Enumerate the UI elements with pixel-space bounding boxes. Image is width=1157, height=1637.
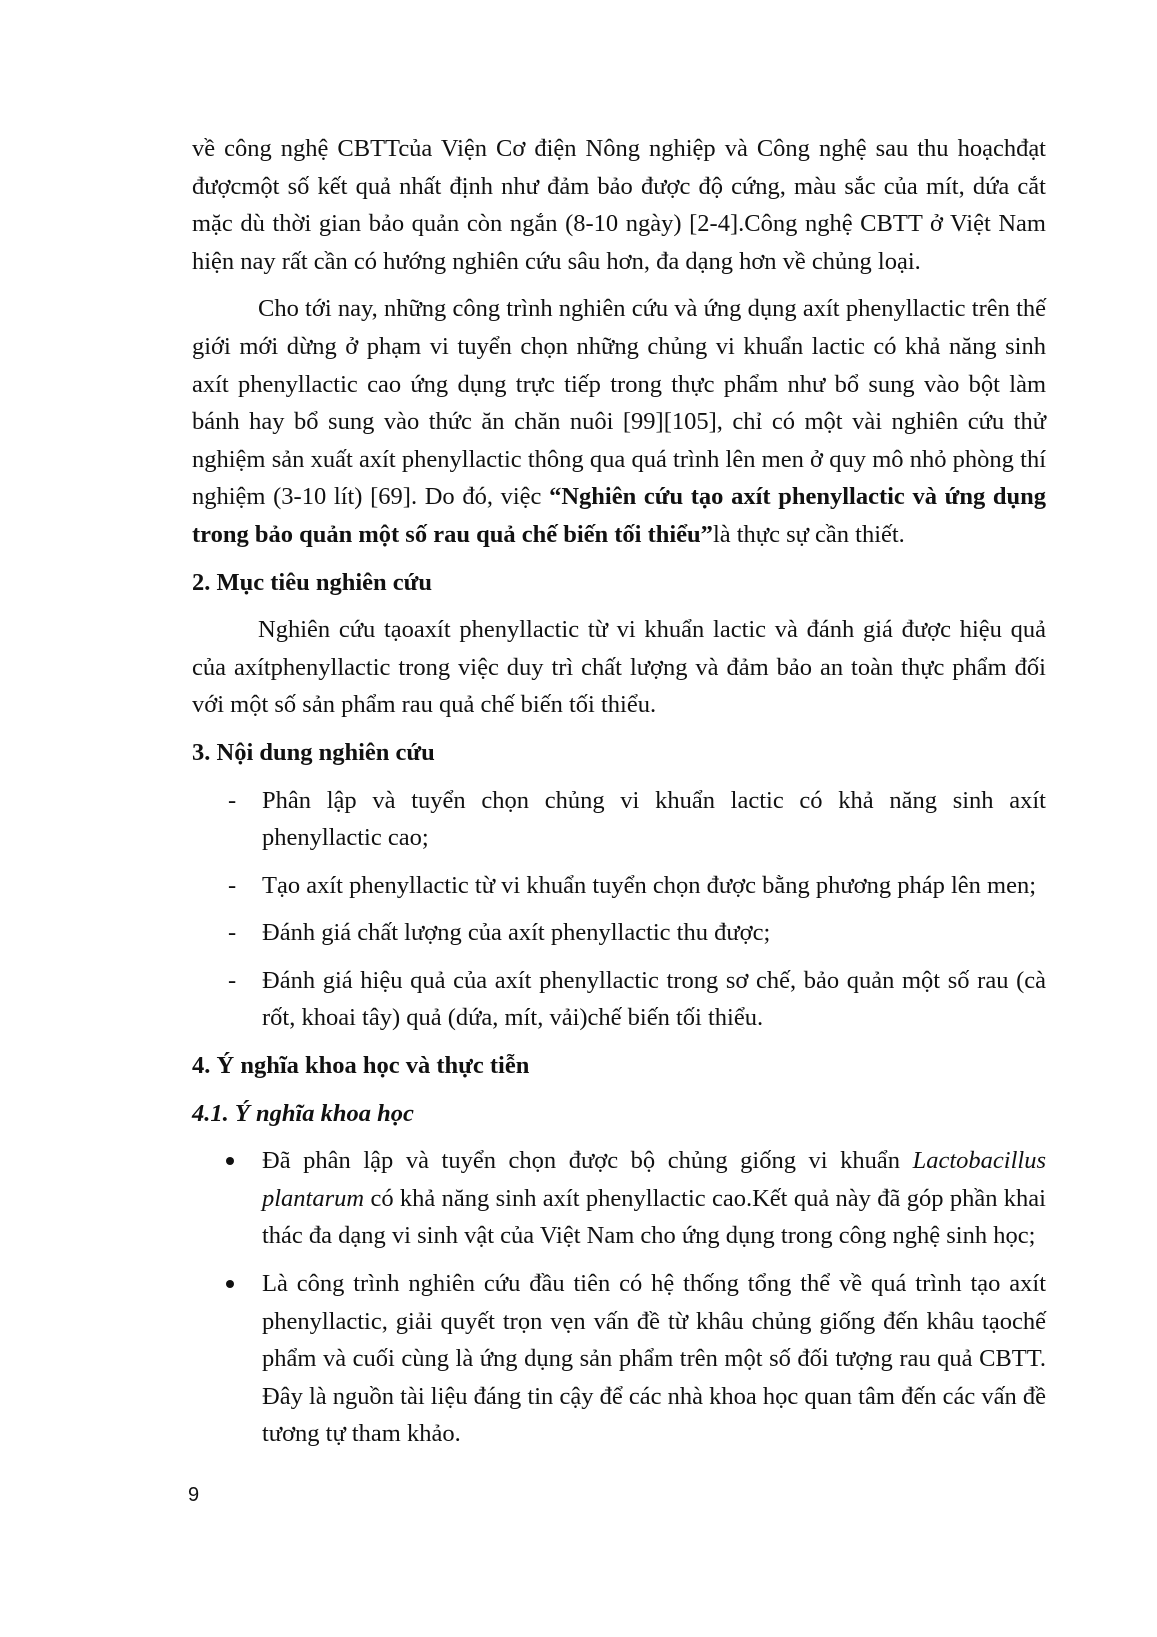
list-item — [192, 1142, 1046, 1255]
paragraph-research-gap-tail: là thực sự cần thiết. — [712, 520, 905, 548]
list-item-text: Đánh giá chất lượng của axít phenyllactic thu được; — [262, 919, 771, 947]
dash-marker: - — [228, 871, 237, 899]
list-item-text: Đánh giá hiệu quả của axít phenyllactic trong sơ chế, bảo quản một số rau (cà rốt, khoai tây) quả (dứa, mít, vải)chế biến tối thiểu. — [262, 966, 1046, 1032]
thesis-title-quote: “Nghiên cứu tạo axít phenyllactic và ứng dụng trong bảo quản một số rau quả chế biến tối thiểu” — [192, 483, 1046, 548]
paragraph-continuation: về công nghệ CBTTcủa Viện Cơ điện Nông nghiệp và Công nghệ sau thu hoạchđạt đượcmột số kết quả nhất định như đảm bảo được độ cứng, màu sắc của mít, dứa cắt mặc dù thời gian bảo quản còn ngắn (8-10 ngày) [2-4].Công nghệ CBTT ở Việt Nam hiện nay rất cần có hướng nghiên cứu sâu hơn, đa dạng hơn về chủng loại. — [192, 135, 1046, 275]
bullet-dot-icon — [226, 1280, 234, 1288]
bullet-dot-icon — [226, 1157, 234, 1165]
section-3-heading: 3. Nội dung nghiên cứu — [192, 738, 435, 766]
list-item — [192, 867, 1046, 905]
species-name: Lactobacillus plantarum — [262, 1147, 1046, 1212]
section-2-text: Nghiên cứu tạoaxít phenyllactic từ vi khuẩn lactic và đánh giá được hiệu quả của axítphenyllactic trong việc duy trì chất lượng và đảm bảo an toàn thực phẩm đối với một số sản phẩm rau quả chế biến tối thiểu. — [192, 616, 1046, 719]
scientific-significance-list — [192, 1142, 1046, 1453]
page-number: 9 — [188, 1484, 200, 1506]
page-content — [192, 130, 1046, 1463]
dash-marker: - — [228, 786, 237, 814]
bullet-text-post: có khả năng sinh axít phenyllactic cao.Kết quả này đã góp phần khai thác đa dạng vi sinh vật của Việt Nam cho ứng dụng trong công nghệ sinh học; — [262, 1184, 1046, 1250]
dash-marker: - — [228, 919, 237, 947]
paragraph-research-gap — [192, 290, 1046, 553]
list-item — [192, 1265, 1046, 1453]
list-item-text: Là công trình nghiên cứu đầu tiên có hệ thống tổng thể về quá trình tạo axít phenyllactic, giải quyết trọn vẹn vấn đề từ khâu chủng giống đến khâu tạochế phẩm và cuối cùng là ứng dụng sản phẩm trên một số đối tượng rau quả CBTT. Đây là nguồn tài liệu đáng tin cậy để các nhà khoa học quan tâm đến các vấn đề tương tự tham khảo. — [262, 1270, 1046, 1448]
research-content-list — [192, 782, 1046, 1038]
list-item-text: Tạo axít phenyllactic từ vi khuẩn tuyển chọn được bằng phương pháp lên men; — [262, 871, 1037, 899]
section-4-heading: 4. Ý nghĩa khoa học và thực tiễn — [192, 1052, 530, 1080]
list-item — [192, 782, 1046, 857]
bullet-text-pre: Đã phân lập và tuyển chọn được bộ chủng giống vi khuẩn — [262, 1147, 913, 1175]
paragraph-research-gap-text: Cho tới nay, những công trình nghiên cứu và ứng dụng axít phenyllactic trên thế giới mới dừng ở phạm vi tuyển chọn những chủng vi khuẩn lactic có khả năng sinh axít phenyllactic cao ứng dụng trực tiếp trong thực phẩm như bổ sung vào bột làm bánh hay bổ sung vào thức ăn chăn nuôi [99][105], chỉ có một vài nghiên cứu thử nghiệm sản xuất axít phenyllactic thông qua quá trình lên men ở quy mô nhỏ phòng thí nghiệm (3-10 lít) [69]. Do đó, việc — [192, 295, 1046, 511]
section-2-heading: 2. Mục tiêu nghiên cứu — [192, 568, 432, 596]
list-item — [192, 914, 1046, 952]
section-4-1-subheading: 4.1. Ý nghĩa khoa học — [192, 1099, 414, 1127]
dash-marker: - — [228, 966, 237, 994]
list-item — [192, 962, 1046, 1037]
list-item-text: Phân lập và tuyển chọn chủng vi khuẩn lactic có khả năng sinh axít phenyllactic cao; — [262, 786, 1046, 852]
